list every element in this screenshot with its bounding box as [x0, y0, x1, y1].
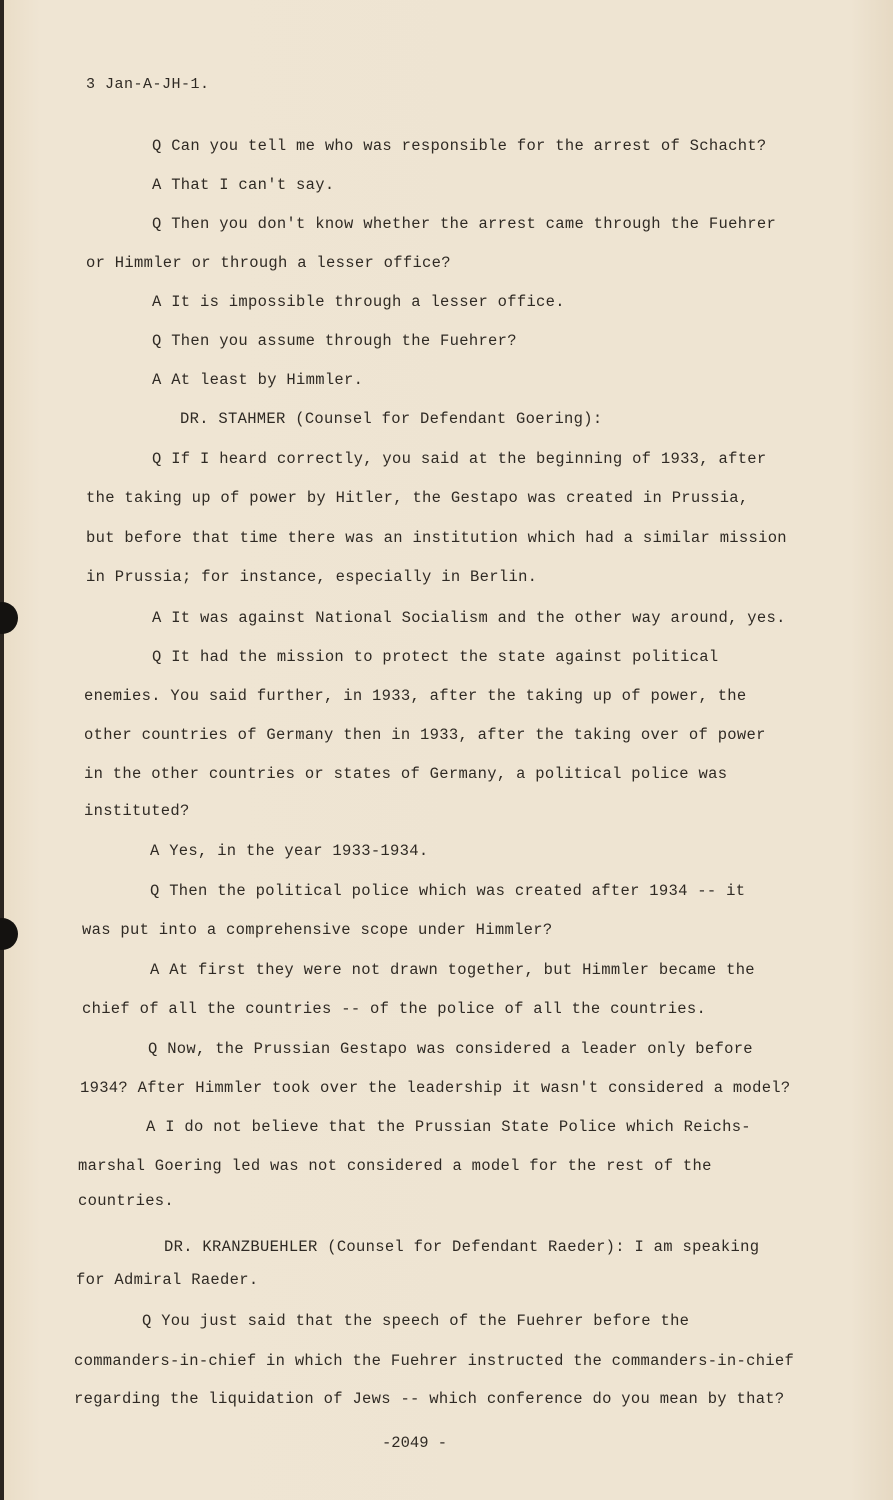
- transcript-line: or Himmler or through a lesser office?: [86, 254, 451, 272]
- page-header: 3 Jan-A-JH-1.: [86, 76, 210, 93]
- transcript-line: chief of all the countries -- of the police of all the countries.: [82, 1000, 707, 1018]
- transcript-line: Q Then you don't know whether the arrest came through the Fuehrer: [152, 215, 777, 233]
- transcript-line: marshal Goering led was not considered a model for the rest of the: [78, 1157, 712, 1175]
- page-number: -2049 -: [382, 1434, 448, 1452]
- transcript-line: 1934? After Himmler took over the leadership it wasn't considered a model?: [80, 1079, 791, 1097]
- transcript-line: the taking up of power by Hitler, the Gestapo was created in Prussia,: [86, 489, 749, 507]
- transcript-line: but before that time there was an institution which had a similar mission: [86, 529, 787, 547]
- transcript-line: A Yes, in the year 1933-1934.: [150, 842, 429, 860]
- speaker-heading: DR. KRANZBUEHLER (Counsel for Defendant Raeder): I am speaking: [164, 1238, 760, 1256]
- transcript-line: Q Then the political police which was created after 1934 -- it: [150, 882, 746, 900]
- transcript-line: other countries of Germany then in 1933, after the taking over of power: [84, 726, 766, 744]
- transcript-line: A At least by Himmler.: [152, 371, 364, 389]
- transcript-line: countries.: [78, 1192, 175, 1210]
- transcript-line: A At first they were not drawn together, but Himmler became the: [150, 961, 755, 979]
- transcript-line: Q You just said that the speech of the Fuehrer before the: [142, 1312, 690, 1330]
- transcript-line: was put into a comprehensive scope under Himmler?: [82, 921, 553, 939]
- transcript-line: instituted?: [84, 802, 190, 820]
- transcript-line: commanders-in-chief in which the Fuehrer instructed the commanders-in-chief: [74, 1352, 795, 1370]
- transcript-line: Q Can you tell me who was responsible for the arrest of Schacht?: [152, 137, 767, 155]
- transcript-line: Q Then you assume through the Fuehrer?: [152, 332, 517, 350]
- transcript-line: A That I can't say.: [152, 176, 335, 194]
- transcript-line: for Admiral Raeder.: [76, 1271, 259, 1289]
- transcript-line: Q If I heard correctly, you said at the beginning of 1933, after: [152, 450, 767, 468]
- transcript-line: regarding the liquidation of Jews -- which conference do you mean by that?: [74, 1390, 785, 1408]
- transcript-line: in the other countries or states of Germany, a political police was: [84, 765, 728, 783]
- speaker-heading: DR. STAHMER (Counsel for Defendant Goering):: [180, 410, 603, 428]
- transcript-line: Q It had the mission to protect the state against political: [152, 648, 719, 666]
- binding-edge: [0, 0, 4, 1500]
- punch-hole: [0, 918, 18, 950]
- transcript-line: A It is impossible through a lesser office.: [152, 293, 565, 311]
- transcript-line: in Prussia; for instance, especially in Berlin.: [86, 568, 538, 586]
- transcript-line: A It was against National Socialism and the other way around, yes.: [152, 609, 786, 627]
- punch-hole: [0, 602, 18, 634]
- transcript-line: A I do not believe that the Prussian State Police which Reichs-: [146, 1118, 751, 1136]
- transcript-line: enemies. You said further, in 1933, after the taking up of power, the: [84, 687, 747, 705]
- transcript-line: Q Now, the Prussian Gestapo was considered a leader only before: [148, 1040, 753, 1058]
